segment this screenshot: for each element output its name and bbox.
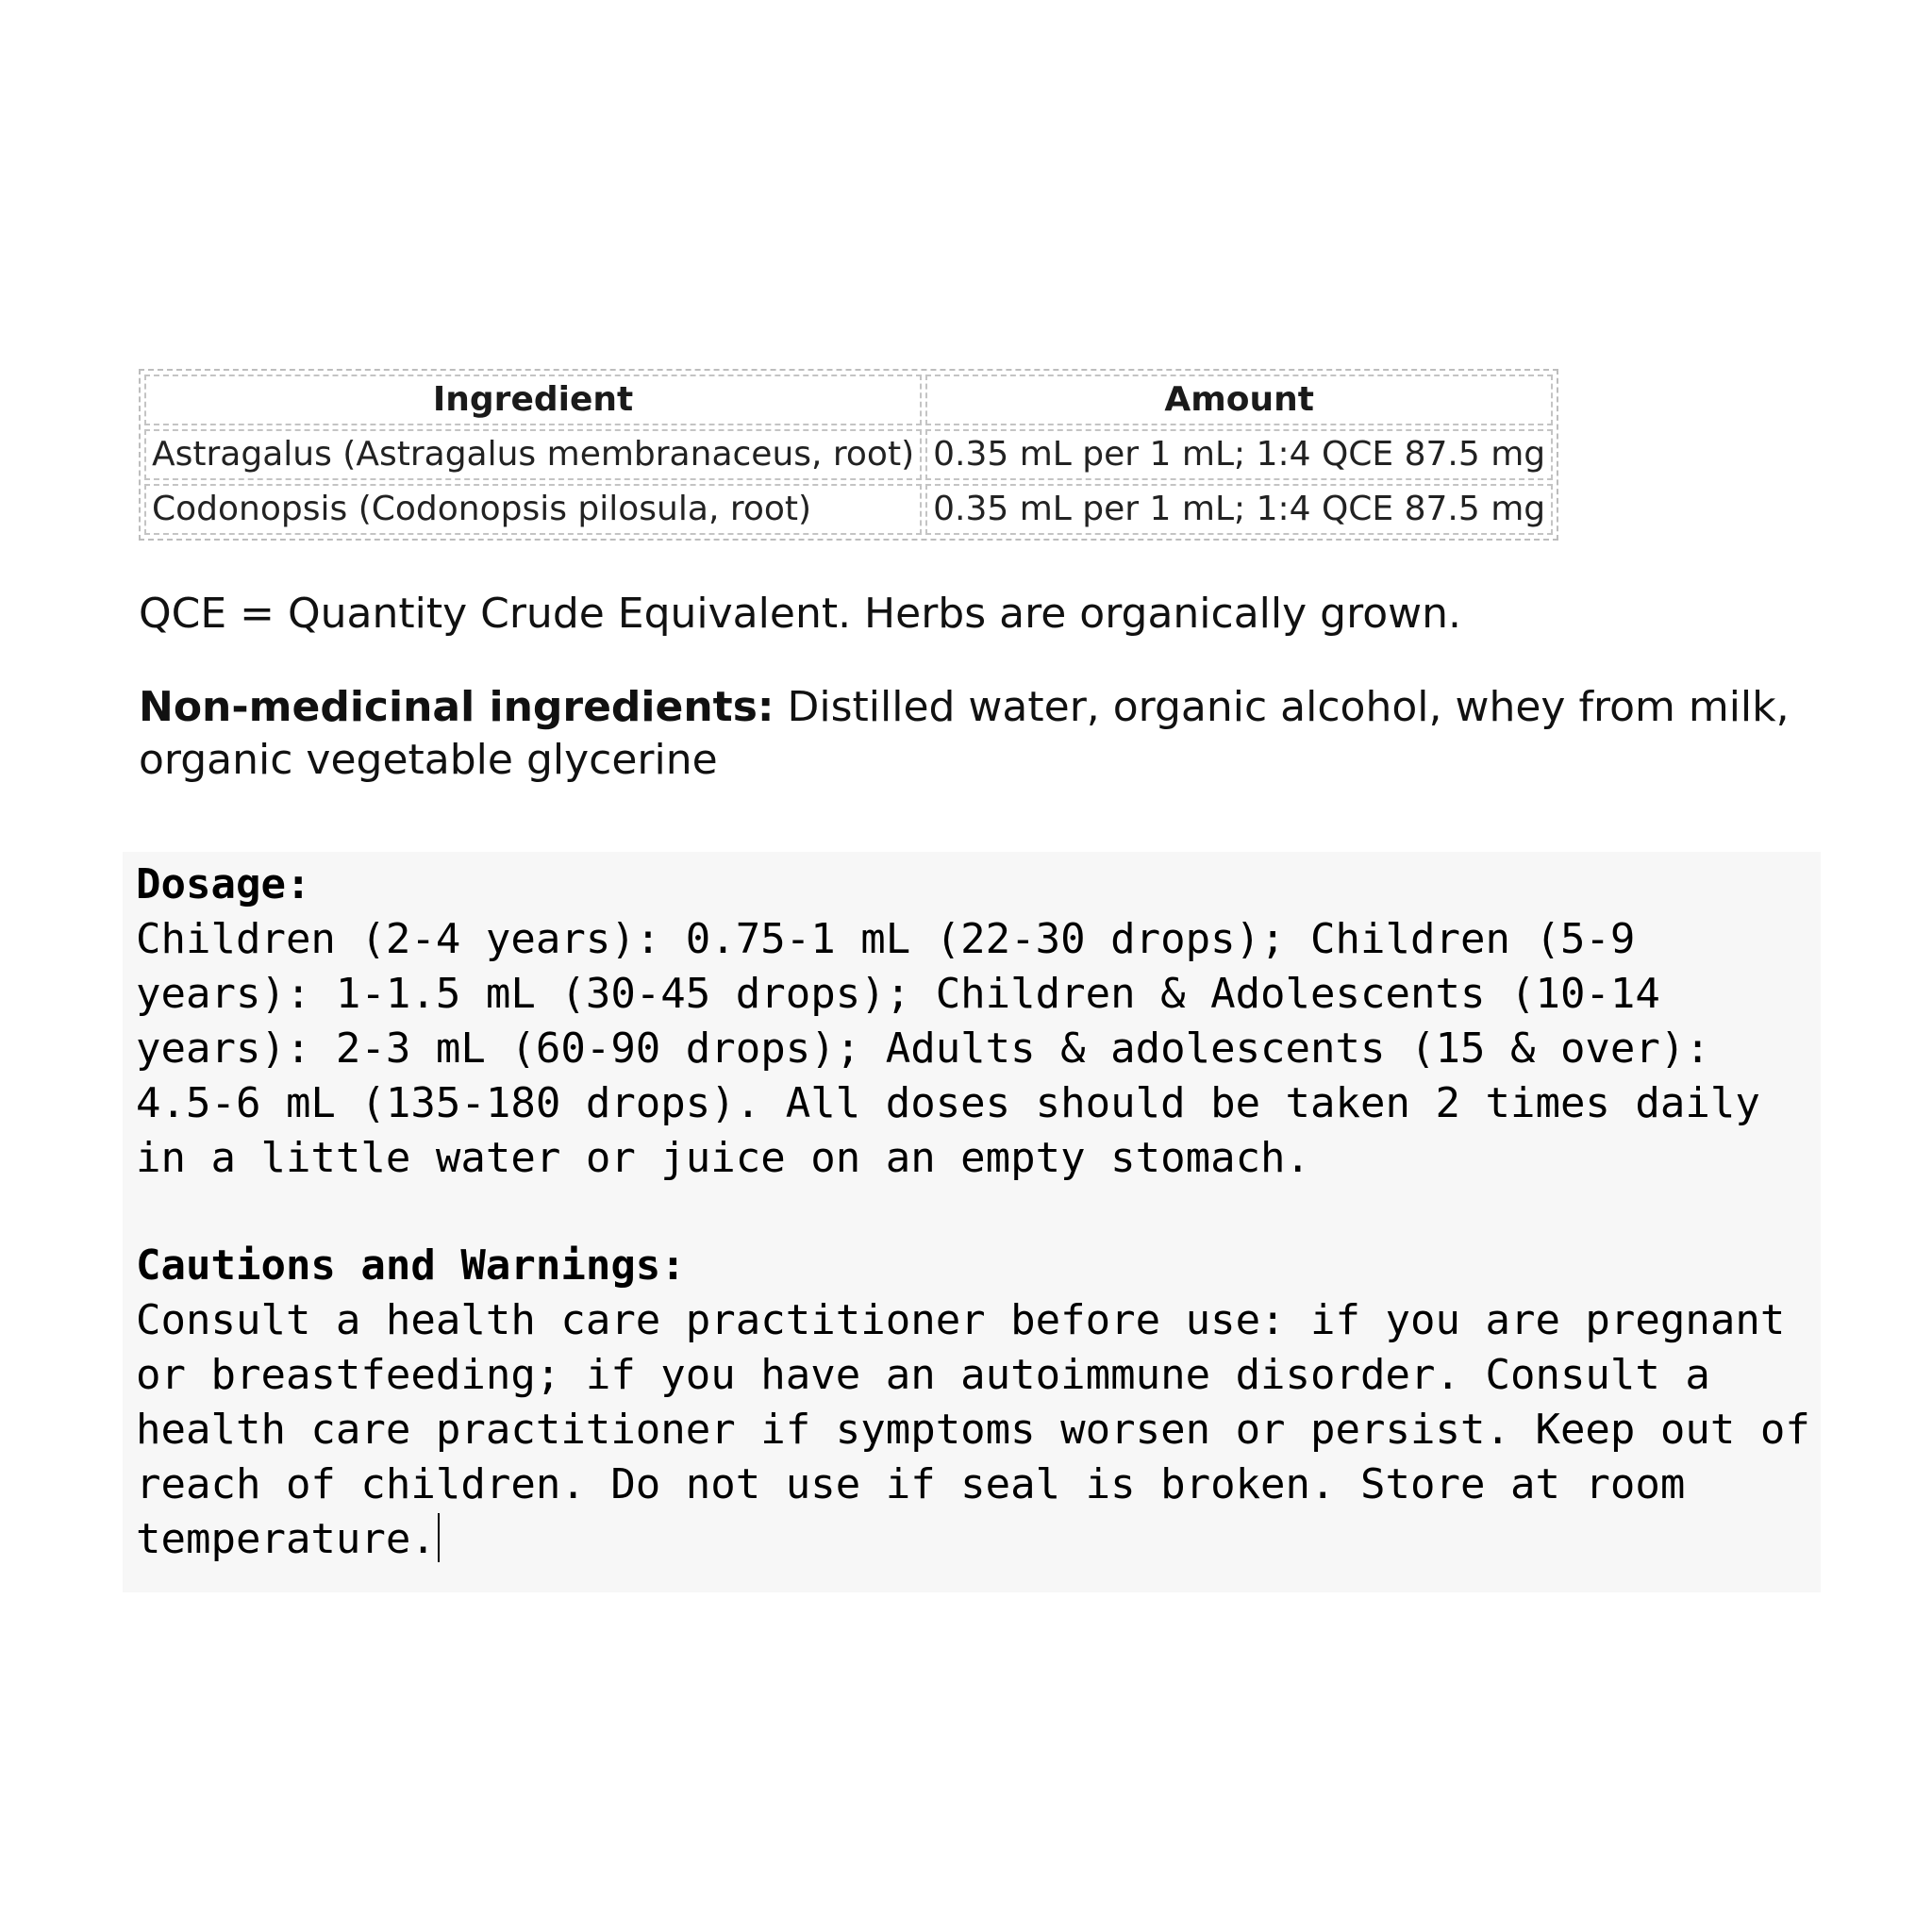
ingredient-cell: Codonopsis (Codonopsis pilosula, root) [144, 484, 922, 535]
non-medicinal-ingredients [139, 681, 1799, 787]
dosage-section [136, 858, 1821, 1186]
column-header-amount: Amount [925, 375, 1553, 425]
non-medicinal-label: Non-medicinal ingredients: [139, 683, 774, 731]
table-row [144, 484, 1553, 535]
text-cursor [438, 1513, 440, 1562]
dosage-text: Children (2-4 years): 0.75-1 mL (22-30 drops); Children (5-9 years): 1-1.5 mL (30-45 drops); Children & Adolescents (10-14 years): 2-3 mL (60-90 drops); Adults & adolescents (15 & over): 4.5-6 mL (135-180 drops). All doses should be taken 2 times daily in a little water or juice on an empty stomach. [136, 915, 1760, 1182]
cautions-section [136, 1239, 1821, 1567]
ingredients-table [139, 369, 1558, 541]
ingredient-cell: Astragalus (Astragalus membranaceus, root) [144, 429, 922, 480]
table-header-row [144, 375, 1553, 425]
qce-note: QCE = Quantity Crude Equivalent. Herbs are organically grown. [139, 590, 1461, 638]
info-text-block[interactable] [123, 852, 1821, 1592]
dosage-heading: Dosage: [136, 860, 311, 908]
amount-cell: 0.35 mL per 1 mL; 1:4 QCE 87.5 mg [925, 429, 1553, 480]
column-header-ingredient: Ingredient [144, 375, 922, 425]
cautions-heading: Cautions and Warnings: [136, 1241, 686, 1290]
cautions-text: Consult a health care practitioner before use: if you are pregnant or breastfeeding; if you have an autoimmune disorder. Consult a health care practitioner if symptoms worsen or persist. Keep out of reach of children. Do not use if seal is broken. Store at room temperature. [136, 1296, 1810, 1563]
non-medicinal-text: Distilled water, organic alcohol, whey from milk, organic vegetable glycerine [139, 683, 1790, 784]
amount-cell: 0.35 mL per 1 mL; 1:4 QCE 87.5 mg [925, 484, 1553, 535]
table-row [144, 429, 1553, 480]
